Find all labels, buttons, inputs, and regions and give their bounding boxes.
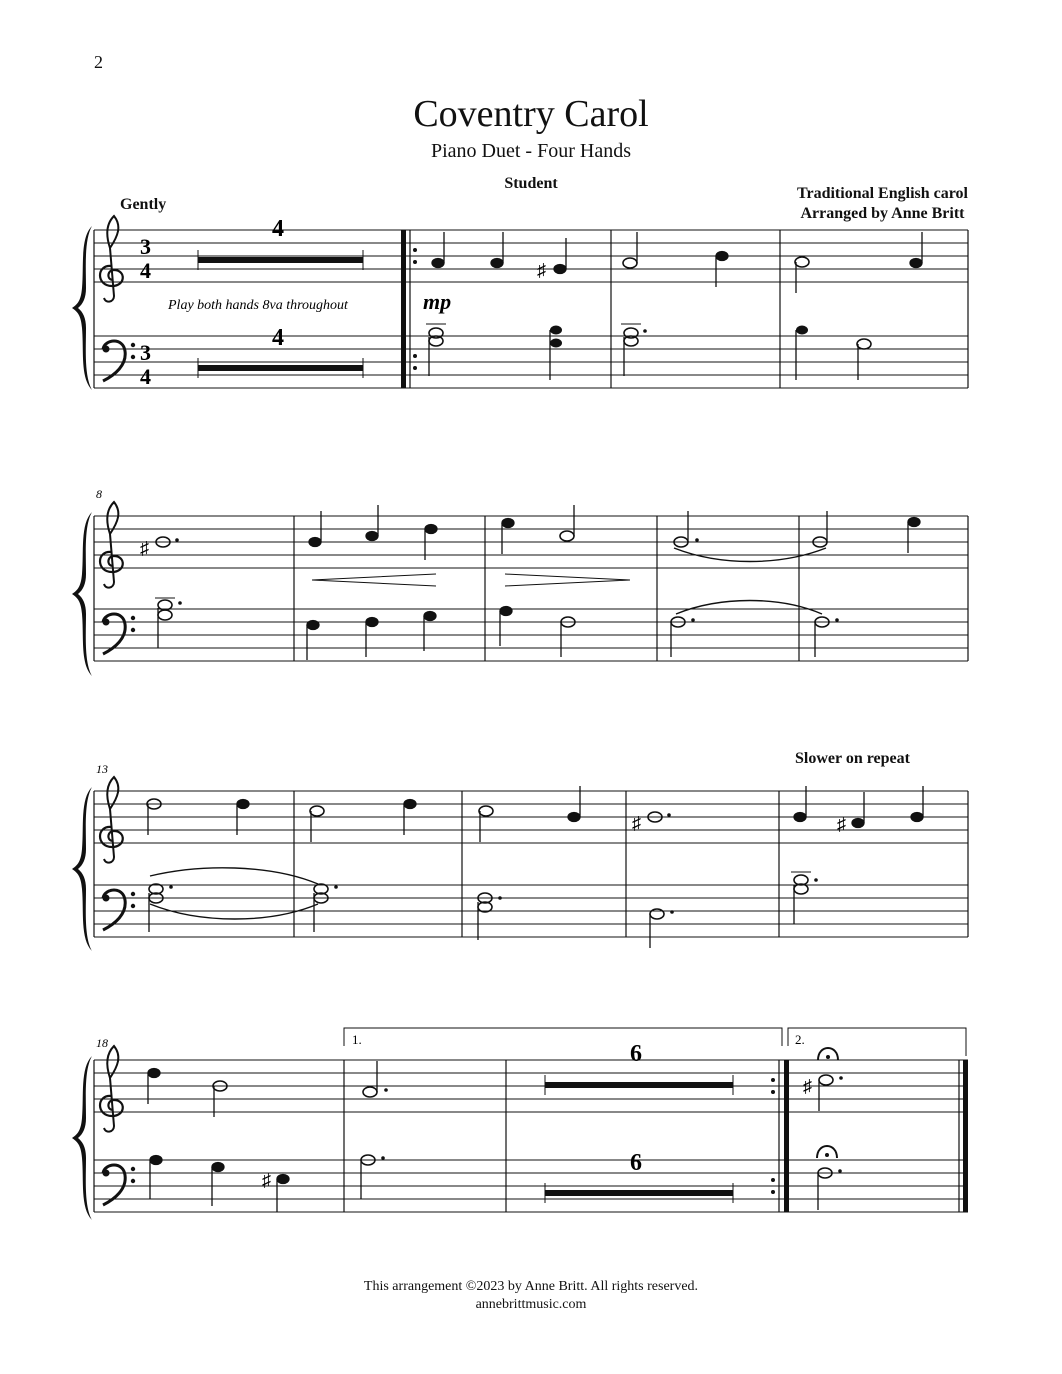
bass-staff (94, 336, 968, 388)
dynamic-mp: mp (423, 289, 452, 314)
treble-staff (94, 230, 968, 282)
performance-note: Play both hands 8va throughout (168, 298, 348, 313)
arranger-credit: Arranged by Anne Britt (800, 205, 965, 222)
measure-number-8: 8 (96, 487, 102, 501)
sharp-icon: ♯ (140, 538, 149, 558)
measure-number-13: 13 (96, 762, 108, 776)
system-1 (72, 216, 968, 390)
composer-credit: Traditional English carol (797, 185, 968, 202)
multirest-count-ending-bass: 6 (630, 1150, 642, 1176)
multirest-count-bass: 4 (272, 325, 284, 351)
system-3 (72, 762, 968, 951)
piece-title: Coventry Carol (413, 93, 649, 135)
system-4 (72, 1028, 968, 1220)
time-sig-top-bass: 3 (140, 340, 151, 365)
part-label: Student (504, 175, 558, 192)
sharp-icon: ♯ (632, 813, 641, 833)
sharp-icon: ♯ (837, 814, 846, 834)
time-sig-top: 3 (140, 234, 151, 259)
second-ending-label: 2. (795, 1032, 805, 1047)
tempo-marking: Gently (120, 196, 167, 213)
system-2 (72, 487, 968, 676)
piece-subtitle: Piano Duet - Four Hands (431, 140, 631, 162)
time-sig-bottom-bass: 4 (140, 364, 151, 389)
tempo-change: Slower on repeat (795, 750, 910, 767)
page-number: 2 (94, 52, 103, 72)
sharp-icon: ♯ (262, 1170, 271, 1190)
first-ending-label: 1. (352, 1032, 362, 1047)
time-sig-bottom: 4 (140, 258, 151, 283)
website-link: annebrittmusic.com (475, 1297, 587, 1312)
copyright-notice: This arrangement ©2023 by Anne Britt. All rights reserved. (363, 1279, 699, 1294)
sharp-icon: ♯ (537, 260, 546, 280)
sharp-icon: ♯ (803, 1076, 812, 1096)
multirest-count: 4 (272, 216, 284, 242)
measure-number-18: 18 (96, 1036, 108, 1050)
multirest-count-ending: 6 (630, 1041, 642, 1067)
